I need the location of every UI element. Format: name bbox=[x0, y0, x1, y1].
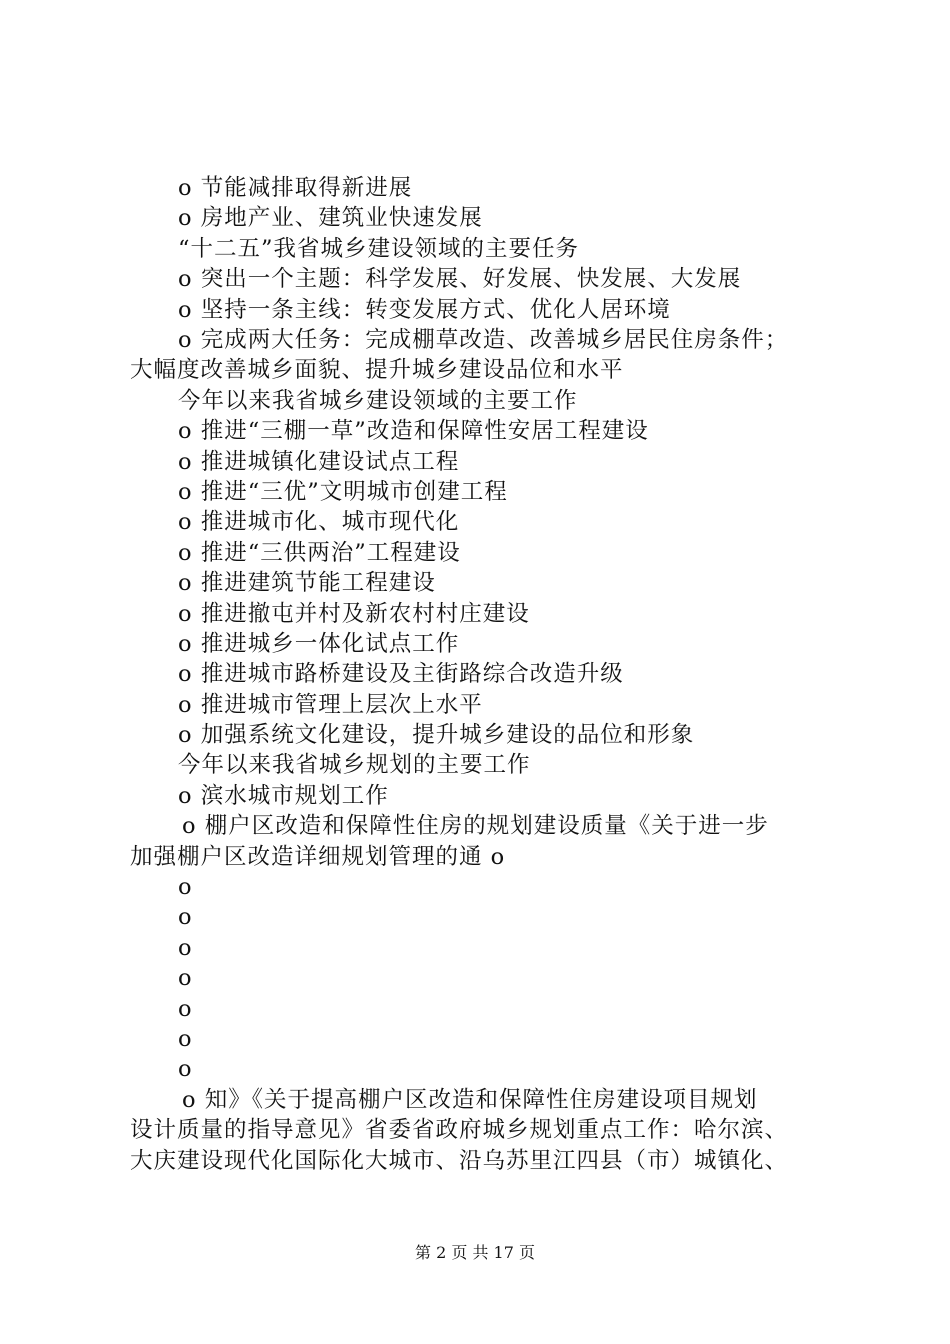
empty-bullet: o bbox=[178, 965, 193, 992]
bullet-line: o 节能减排取得新进展 bbox=[178, 175, 413, 201]
paragraph-continuation: 设计质量的指导意见》省委省政府城乡规划重点工作：哈尔滨、 bbox=[130, 1117, 789, 1144]
paragraph-first-line: o 知》《关于提高棚户区改造和保障性住房建设项目规划 bbox=[182, 1086, 758, 1113]
paragraph-first-line: o 完成两大任务：完成棚草改造、改善城乡居民住房条件； bbox=[178, 326, 789, 353]
bullet-paragraph bbox=[130, 1085, 842, 1176]
document-body bbox=[130, 173, 842, 1176]
section-heading: 今年以来我省城乡建设领域的主要工作 bbox=[178, 387, 578, 414]
bullet-line: o 推进“三供两治”工程建设 bbox=[178, 539, 461, 566]
bullet-line: o 推进“三优”文明城市创建工程 bbox=[178, 478, 508, 505]
empty-bullet: o bbox=[178, 1026, 193, 1052]
paragraph-continuation: 大庆建设现代化国际化大城市、沿乌苏里江四县（市）城镇化、 bbox=[130, 1147, 789, 1174]
bullet-line: o 推进城市化、城市现代化 bbox=[178, 509, 460, 536]
bullet-line: o 推进城市路桥建设及主街路综合改造升级 bbox=[178, 661, 624, 688]
section-heading: “十二五”我省城乡建设领域的主要任务 bbox=[178, 235, 580, 262]
empty-bullet: o bbox=[178, 874, 193, 901]
bullet-paragraph bbox=[130, 325, 842, 386]
page-footer: 第 2 页 共 17 页 bbox=[415, 1243, 535, 1262]
paragraph-continuation: 大幅度改善城乡面貌、提升城乡建设品位和水平 bbox=[130, 357, 624, 384]
bullet-line: o 推进城镇化建设试点工程 bbox=[178, 448, 460, 475]
empty-bullet: o bbox=[178, 995, 193, 1022]
bullet-line: o 推进城乡一体化试点工作 bbox=[178, 630, 460, 657]
bullet-line: o 房地产业、建筑业快速发展 bbox=[178, 205, 483, 232]
paragraph-first-line: o 棚户区改造和保障性住房的规划建设质量《关于进一步 bbox=[182, 813, 769, 840]
section-heading: 今年以来我省城乡规划的主要工作 bbox=[178, 752, 531, 779]
bullet-line: o 加强系统文化建设，提升城乡建设的品位和形象 bbox=[178, 722, 695, 749]
empty-bullet: o bbox=[178, 934, 193, 961]
bullet-paragraph bbox=[130, 811, 842, 872]
bullet-line: o 推进撤屯并村及新农村村庄建设 bbox=[178, 600, 530, 627]
empty-bullet: o bbox=[178, 904, 193, 931]
bullet-line: o 坚持一条主线：转变发展方式、优化人居环境 bbox=[178, 296, 671, 323]
bullet-line: o 滨水城市规划工作 bbox=[178, 782, 389, 809]
paragraph-continuation: 加强棚户区改造详细规划管理的通 o bbox=[130, 843, 506, 870]
bullet-line: o 推进建筑节能工程建设 bbox=[178, 570, 436, 597]
empty-bullet: o bbox=[178, 1056, 193, 1083]
bullet-line: o 突出一个主题：科学发展、好发展、快发展、大发展 bbox=[178, 266, 742, 293]
bullet-line: o 推进城市管理上层次上水平 bbox=[178, 691, 483, 718]
bullet-line: o 推进“三棚一草”改造和保障性安居工程建设 bbox=[178, 418, 649, 445]
